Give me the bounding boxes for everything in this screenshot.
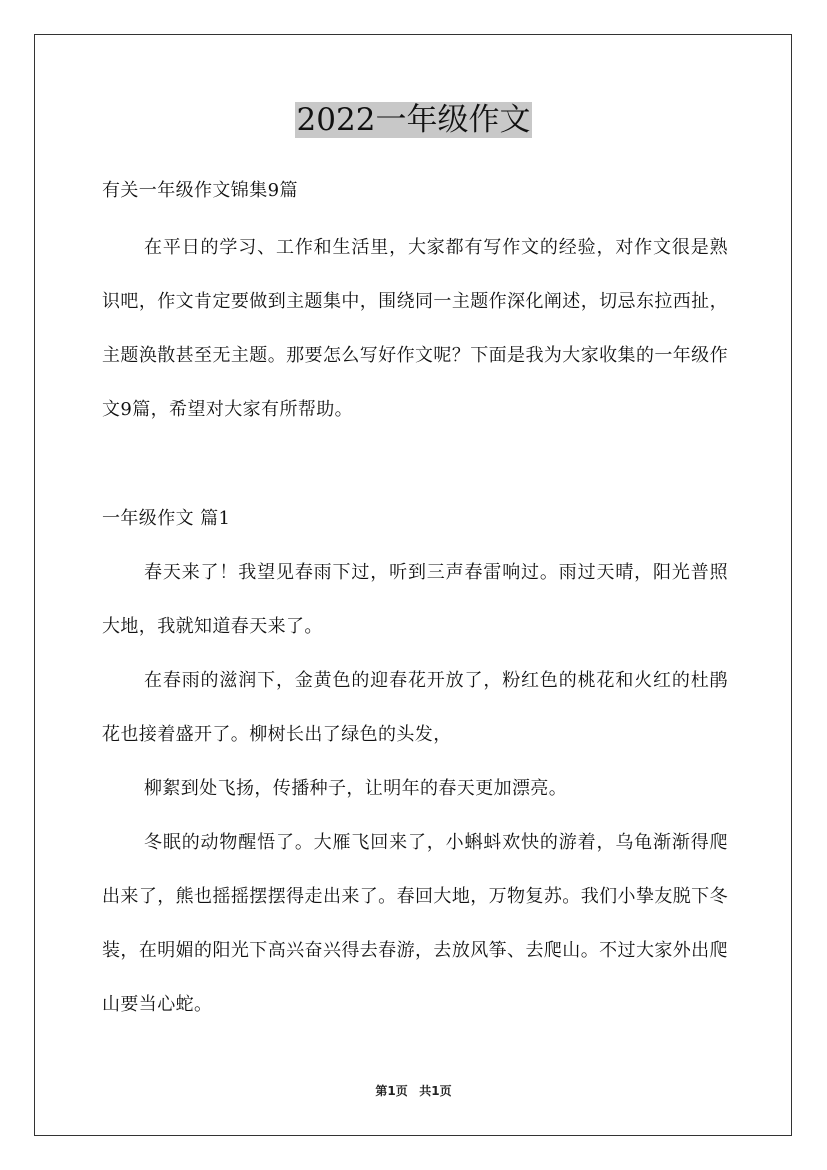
section-heading: 一年级作文 篇1 xyxy=(102,508,231,529)
paragraph-2: 在春雨的滋润下，金黄色的迎春花开放了，粉红色的桃花和火红的杜鹃花也接着盛开了。柳树长出了绿色的头发， xyxy=(102,670,728,745)
paragraph-1: 春天来了！我望见春雨下过，听到三声春雷响过。雨过天晴，阳光普照大地，我就知道春天来了。 xyxy=(102,562,728,637)
title-text: 2022一年级作文 xyxy=(296,102,531,138)
page-number: 第1页 xyxy=(375,1084,408,1098)
document-title xyxy=(0,98,827,142)
paragraph-3: 柳絮到处飞扬，传播种子，让明年的春天更加漂亮。 xyxy=(144,778,568,799)
paragraph-4: 冬眠的动物醒悟了。大雁飞回来了，小蝌蚪欢快的游着，乌龟渐渐得爬出来了，熊也摇摇摆摆得走出来了。春回大地，万物复苏。我们小挚友脱下冬装，在明媚的阳光下高兴奋兴得去春游，去放风筝、去爬山。不过大家外出爬山要当心蛇。 xyxy=(102,832,728,1015)
intro-paragraph: 在平日的学习、工作和生活里，大家都有写作文的经验，对作文很是熟识吧，作文肯定要做到主题集中，围绕同一主题作深化阐述，切忌东拉西扯，主题涣散甚至无主题。那要怎么写好作文呢？下面是我为大家收集的一年级作文9篇，希望对大家有所帮助。 xyxy=(102,237,728,420)
subtitle: 有关一年级作文锦集9篇 xyxy=(102,180,298,201)
page-footer xyxy=(0,1082,827,1099)
page-total: 共1页 xyxy=(419,1084,452,1098)
